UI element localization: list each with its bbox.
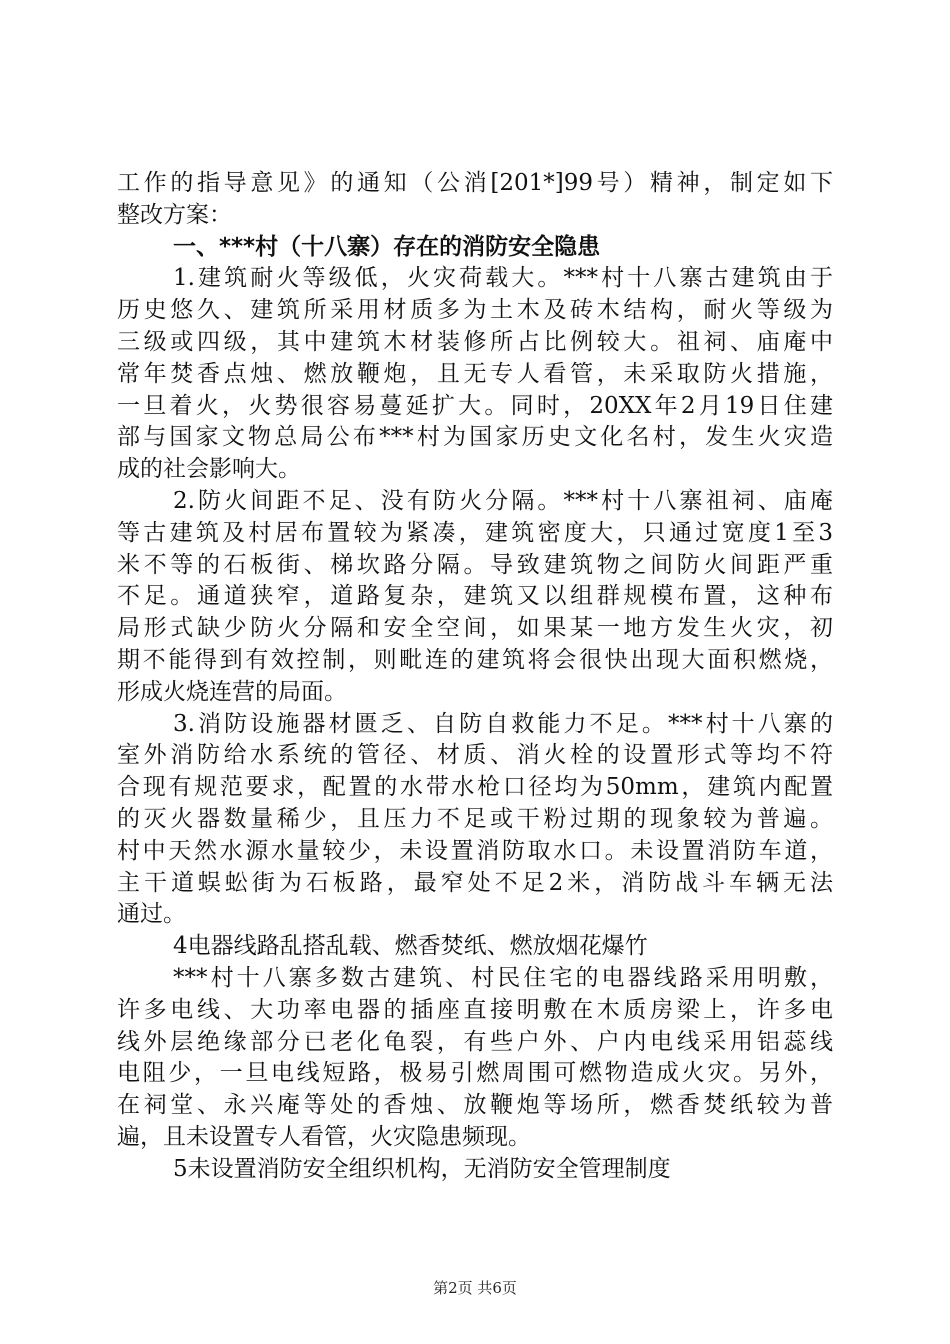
text-line: 工作的指导意见》的通知（公消[201*]99号）精神，制定如下 (117, 170, 833, 196)
paragraph-1-line: 1.建筑耐火等级低，火灾荷载大。***村十八寨古建筑由于 (173, 265, 833, 292)
paragraph-2-line: 期不能得到有效控制，则毗连的建筑将会很快出现大面积燃烧， (117, 646, 833, 673)
paragraph-4-line: 在祠堂、永兴庵等处的香烛、放鞭炮等场所，燃香焚纸较为普 (117, 1092, 833, 1119)
paragraph-2-line: 2.防火间距不足、没有防火分隔。***村十八寨祖祠、庙庵 (173, 487, 833, 514)
paragraph-3-line: 主干道蜈蚣街为石板路，最窄处不足2米，消防战斗车辆无法 (117, 869, 833, 896)
paragraph-4-line: 线外层绝缘部分已老化龟裂，有些户外、户内电线采用铝蕊线 (117, 1028, 833, 1055)
paragraph-3-line: 合现有规范要求，配置的水带水枪口径均为50mm，建筑内配置 (117, 774, 833, 801)
text-line: 整改方案： (117, 201, 232, 228)
paragraph-2-line: 不足。通道狭窄，道路复杂，建筑又以组群规模布置，这种布 (117, 583, 833, 610)
paragraph-4-line: 许多电线、大功率电器的插座直接明敷在木质房梁上，许多电 (117, 996, 833, 1023)
document-body (117, 168, 833, 1186)
page-number: 第2页 共6页 (433, 1279, 517, 1297)
subheading-4: 4电器线路乱搭乱载、燃香焚纸、燃放烟花爆竹 (173, 933, 648, 960)
subheading-5: 5未设置消防安全组织机构，无消防安全管理制度 (173, 1155, 671, 1182)
paragraph-1-line: 一旦着火，火势很容易蔓延扩大。同时，20XX年2月19日住建 (117, 392, 833, 419)
paragraph-3-line: 通过。 (117, 901, 186, 928)
paragraph-1-line: 常年焚香点烛、燃放鞭炮，且无专人看管，未采取防火措施， (117, 360, 833, 387)
paragraph-3-line: 的灭火器数量稀少，且压力不足或干粉过期的现象较为普遍。 (117, 805, 833, 832)
section-heading: 一、***村（十八寨）存在的消防安全隐患 (173, 233, 601, 260)
paragraph-1-line: 三级或四级，其中建筑木材装修所占比例较大。祖祠、庙庵中 (117, 328, 833, 355)
paragraph-3-line: 3.消防设施器材匮乏、自防自救能力不足。***村十八寨的 (173, 710, 833, 737)
paragraph-3-line: 室外消防给水系统的管径、材质、消火栓的设置形式等均不符 (117, 742, 833, 769)
paragraph-4-line: 遍，且未设置专人看管，火灾隐患频现。 (117, 1123, 531, 1150)
paragraph-1-line: 成的社会影响大。 (117, 456, 301, 483)
paragraph-4-line: ***村十八寨多数古建筑、村民住宅的电器线路采用明敷， (173, 964, 833, 991)
paragraph-2-line: 等古建筑及村居布置较为紧凑，建筑密度大，只通过宽度1至3 (117, 519, 833, 546)
paragraph-2-line: 局形式缺少防火分隔和安全空间，如果某一地方发生火灾，初 (117, 615, 833, 642)
paragraph-4-line: 电阻少，一旦电线短路，极易引燃周围可燃物造成火灾。另外， (117, 1060, 833, 1087)
paragraph-1-line: 历史悠久、建筑所采用材质多为土木及砖木结构，耐火等级为 (117, 297, 833, 324)
paragraph-3-line: 村中天然水源水量较少，未设置消防取水口。未设置消防车道， (117, 837, 833, 864)
paragraph-2-line: 形成火烧连营的局面。 (117, 678, 347, 705)
page-footer (0, 1278, 950, 1298)
paragraph-1-line: 部与国家文物总局公布***村为国家历史文化名村，发生火灾造 (117, 424, 833, 451)
paragraph-2-line: 米不等的石板街、梯坎路分隔。导致建筑物之间防火间距严重 (117, 551, 833, 578)
